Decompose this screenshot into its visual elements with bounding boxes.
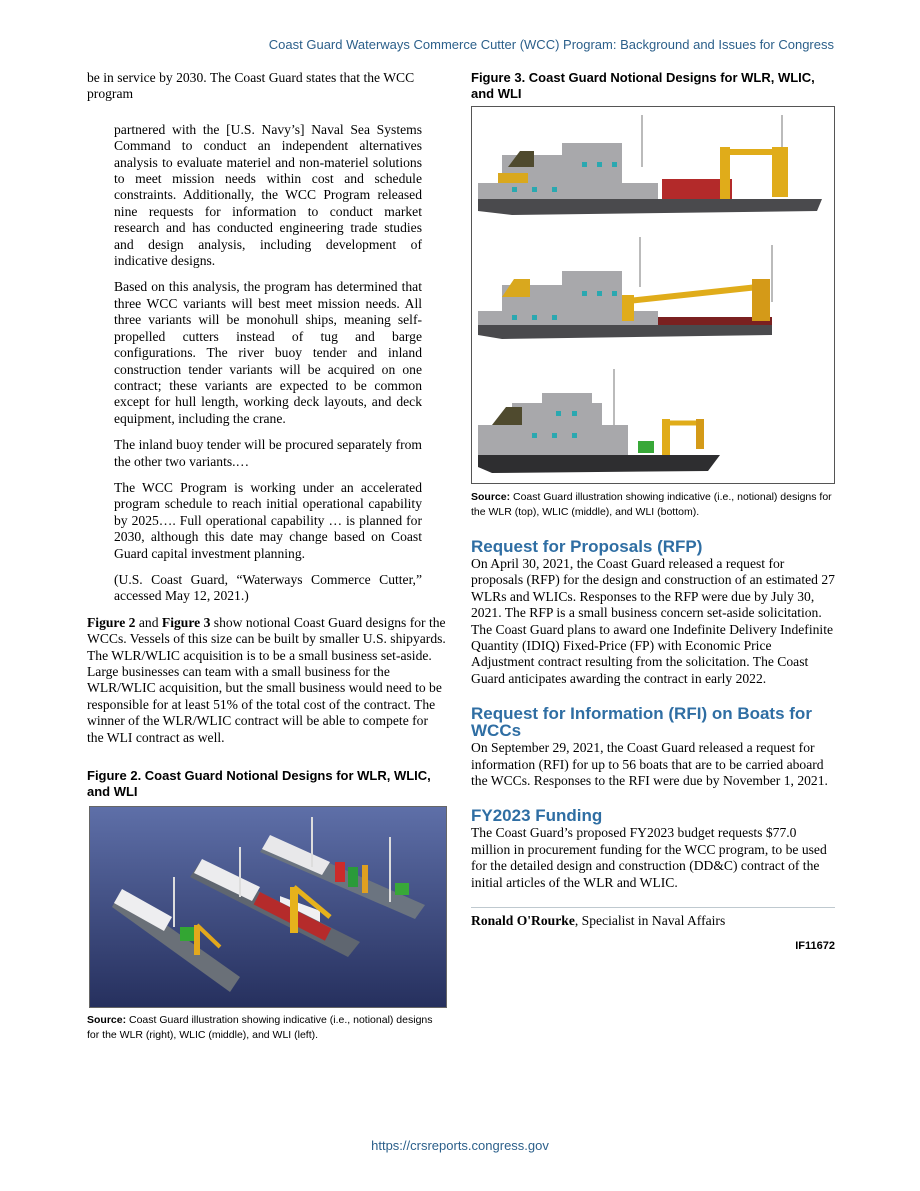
author-title: , Specialist in Naval Affairs bbox=[574, 913, 726, 929]
figure2-source-label: Source: bbox=[87, 1014, 127, 1027]
figure2-ref[interactable]: Figure 2 bbox=[87, 614, 136, 630]
figure3-image bbox=[471, 106, 835, 484]
figure2-image bbox=[89, 806, 447, 1008]
running-header: Coast Guard Waterways Commerce Cutter (WCC) Program: Background and Issues for Congress bbox=[268, 37, 834, 52]
rfp-paragraph: On April 30, 2021, the Coast Guard released a request for proposals (RFP) for the design and construction of an estimated 27 WLRs and WLICs. Responses to the RFP were due by July 30, 2021. The RFP is a small business concern set-aside solicitation. The Coast Guard plans to award one Indefinite Delivery Indefinite Quantity (IDIQ) Fixed-Price (FP) with Economic Price Adjustment contract resulting from the solicitation. The Coast Guard anticipates awarding the contract in early 2022. bbox=[471, 556, 835, 686]
wlr-ship-icon bbox=[478, 115, 822, 215]
wlic-ship-icon bbox=[478, 237, 772, 339]
block-quote bbox=[114, 122, 422, 605]
figure3-source-text: Coast Guard illustration showing indicative (i.e., notional) designs for the WLR (top), WLIC (middle), and WLI (bottom). bbox=[471, 491, 832, 518]
right-column bbox=[471, 70, 835, 952]
intro-paragraph: be in service by 2030. The Coast Guard states that the WCC program bbox=[87, 70, 415, 102]
author-line bbox=[471, 913, 835, 929]
figure2-source bbox=[87, 1013, 447, 1043]
quote-citation: (U.S. Coast Guard, “Waterways Commerce Cutter,” accessed May 12, 2021.) bbox=[114, 571, 422, 604]
figures-paragraph-rest: show notional Coast Guard designs for the WCCs. Vessels of this size can be built by smaller U.S. shipyards. The WLR/WLIC acquisition is to be a small business set-aside. Large businesses can team with a small business for the WLR/WLIC acquisition, but the small business would need to be responsible for at least 51% of the total cost of the contract. The winner of the WLR/WLIC contract will be able to compete for the WLI contract as well. bbox=[87, 614, 446, 745]
figure3-ships-icon bbox=[472, 107, 834, 483]
wli-ship-icon bbox=[478, 369, 720, 473]
left-column bbox=[87, 70, 447, 1043]
figures-paragraph bbox=[87, 615, 447, 746]
fy2023-paragraph: The Coast Guard’s proposed FY2023 budget requests $77.0 million in procurement funding for the WCC program, to be used for the detailed design and construction (DD&C) contract of the initial articles of the WLR and WLIC. bbox=[471, 825, 827, 890]
figure3-ref[interactable]: Figure 3 bbox=[161, 614, 211, 630]
rfp-heading: Request for Proposals (RFP) bbox=[471, 537, 703, 556]
and-text: and bbox=[135, 614, 162, 630]
figure2-title: Figure 2. Coast Guard Notional Designs for WLR, WLIC, and WLI bbox=[87, 768, 431, 800]
figure2-source-text: Coast Guard illustration showing indicative (i.e., notional) designs for the WLR (right), WLIC (middle), and WLI (left). bbox=[87, 1014, 433, 1042]
quote-paragraph-2: Based on this analysis, the program has determined that three WCC variants will best meet mission needs. All three variants will be monohull ships, meaning self-propelled cutters instead of tug and barge configurations. The river buoy tender and inland construction tender variants will be acquired on one contract; these variants are expected to be common except for hull length, working deck layouts, and deck equipment, including the crane. bbox=[114, 279, 422, 426]
figure3-source bbox=[471, 490, 835, 520]
rfi-heading: Request for Information (RFI) on Boats for WCCs bbox=[471, 704, 812, 741]
fy2023-heading: FY2023 Funding bbox=[471, 806, 603, 826]
author-divider bbox=[471, 907, 835, 908]
rfi-paragraph: On September 29, 2021, the Coast Guard released a request for information (RFI) for up to 56 boats that are to be carried aboard the WCCs. Responses to the RFI were due by November 1, 2021. bbox=[471, 740, 828, 789]
figure3-source-label: Source: bbox=[471, 491, 511, 503]
quote-paragraph-4: The WCC Program is working under an accelerated program schedule to reach initial operational capability by 2025…. Full operational capability … is planned for 2030, although this date may change based on Coast Guard capital investment planning. bbox=[114, 479, 422, 561]
footer-url-link[interactable]: https://crsreports.congress.gov bbox=[371, 1138, 549, 1153]
report-id: IF11672 bbox=[795, 939, 835, 952]
quote-paragraph-1: partnered with the [U.S. Navy’s] Naval Sea Systems Command to conduct an independent alternatives analysis to evaluate materiel and non-materiel solutions to meet mission needs within cost and schedule constraints. Additionally, the WCC Program released nine requests for information to conduct market research and has conducted engineering trade studies and design analysis, including development of indicative designs. bbox=[114, 121, 422, 269]
figure3-title: Figure 3. Coast Guard Notional Designs for WLR, WLIC, and WLI bbox=[471, 70, 815, 101]
figure2-render-icon bbox=[90, 807, 446, 1007]
author-name: Ronald O'Rourke bbox=[471, 913, 575, 929]
quote-paragraph-3: The inland buoy tender will be procured separately from the other two variants.… bbox=[114, 437, 422, 469]
